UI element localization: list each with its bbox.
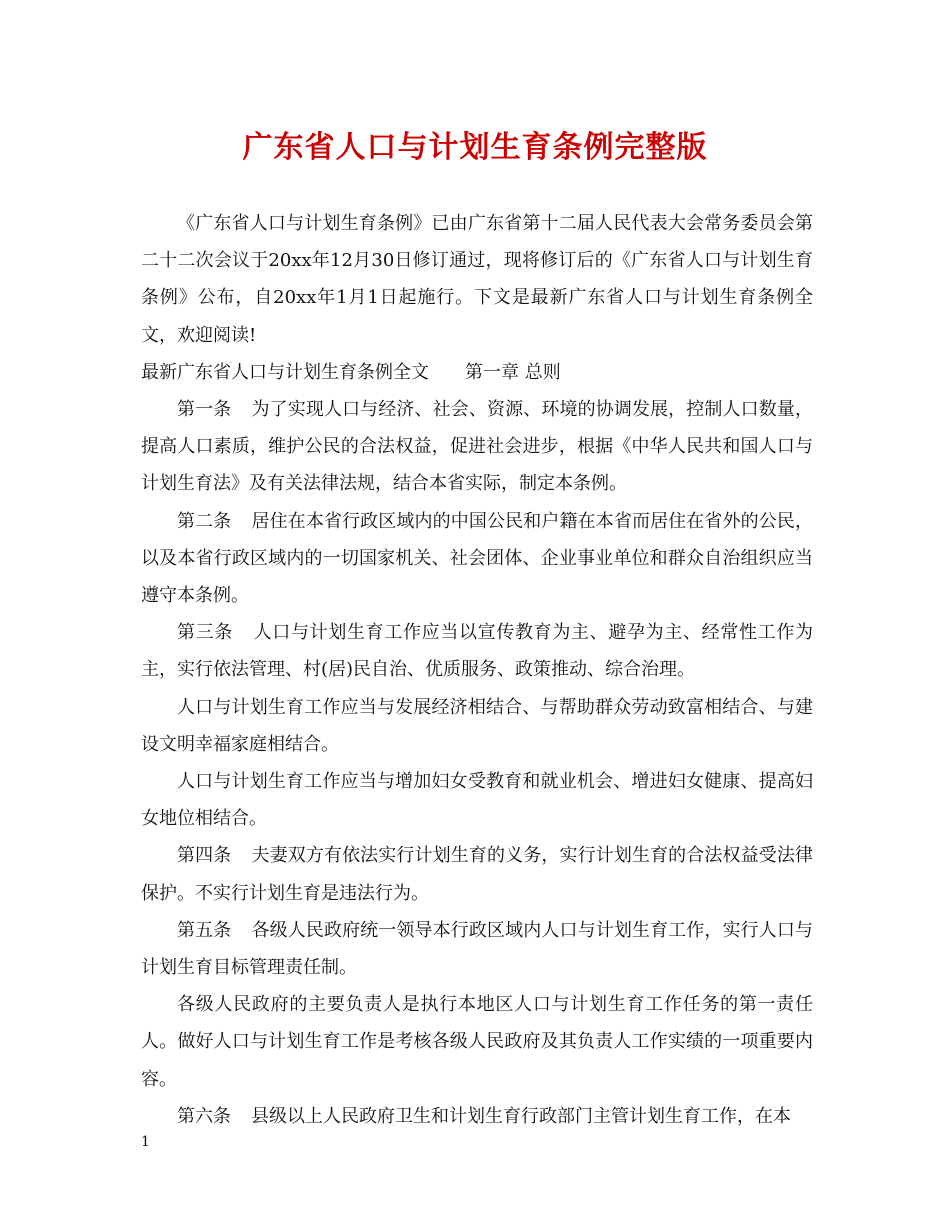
document-body: [141, 205, 813, 1135]
article-label: 第三条: [177, 622, 233, 644]
intro-paragraph: 《广东省人口与计划生育条例》已由广东省第十二届人民代表大会常务委员会第二十二次会议于20xx年12月30日修订通过，现将修订后的《广东省人口与计划生育条例》公布，自20xx年1月1日起施行。下文是最新广东省人口与计划生育条例全文，欢迎阅读!: [141, 213, 813, 346]
document-title: 广东省人口与计划生育条例完整版: [242, 130, 708, 165]
article-text: 各级人民政府统一领导本行政区域内人口与计划生育工作，实行人口与计划生育目标管理责任制。: [141, 919, 814, 979]
article-text: 夫妻双方有依法实行计划生育的义务，实行计划生育的合法权益受法律保护。不实行计划生育是违法行为。: [141, 845, 814, 904]
article-text: 为了实现人口与经济、社会、资源、环境的协调发展，控制人口数量，提高人口素质，维护公民的合法权益，促进社会进步，根据《中华人民共和国人口与计划生育法》及有关法律法规，结合本省实际，制定本条例。: [141, 399, 814, 495]
article-1: [141, 391, 813, 503]
chapter-heading: 第一章 总则: [465, 361, 561, 383]
article-label: 第六条: [177, 1105, 231, 1127]
article-label: 第一条: [177, 399, 232, 421]
heading-line: [141, 354, 813, 391]
article-3-paragraph-3: 人口与计划生育工作应当与增加妇女受教育和就业机会、增进妇女健康、提高妇女地位相结合。: [141, 771, 813, 830]
article-text: 人口与计划生育工作应当以宣传教育为主、避孕为主、经常性工作为主，实行依法管理、村(居)民自治、优质服务、政策推动、综合治理。: [141, 622, 813, 681]
article-2: [141, 503, 813, 615]
article-label: 第五条: [177, 919, 232, 941]
article-5: [141, 912, 813, 986]
article-text: 县级以上人民政府卫生和计划生育行政部门主管计划生育工作，在本: [251, 1105, 791, 1127]
article-6: [141, 1098, 813, 1135]
article-3: [141, 614, 813, 688]
article-4: [141, 837, 813, 911]
page-number: 1: [141, 1134, 150, 1150]
full-text-heading: 最新广东省人口与计划生育条例全文: [141, 361, 429, 383]
article-3-paragraph-2: 人口与计划生育工作应当与发展经济相结合、与帮助群众劳动致富相结合、与建设文明幸福家庭相结合。: [141, 696, 813, 755]
article-5-paragraph-2: 各级人民政府的主要负责人是执行本地区人口与计划生育工作任务的第一责任人。做好人口与计划生育工作是考核各级人民政府及其负责人工作实绩的一项重要内容。: [141, 994, 813, 1090]
article-text: 居住在本省行政区域内的中国公民和户籍在本省而居住在省外的公民，以及本省行政区域内的一切国家机关、社会团体、企业事业单位和群众自治组织应当遵守本条例。: [141, 510, 814, 607]
article-label: 第四条: [177, 845, 232, 867]
article-label: 第二条: [177, 510, 232, 532]
